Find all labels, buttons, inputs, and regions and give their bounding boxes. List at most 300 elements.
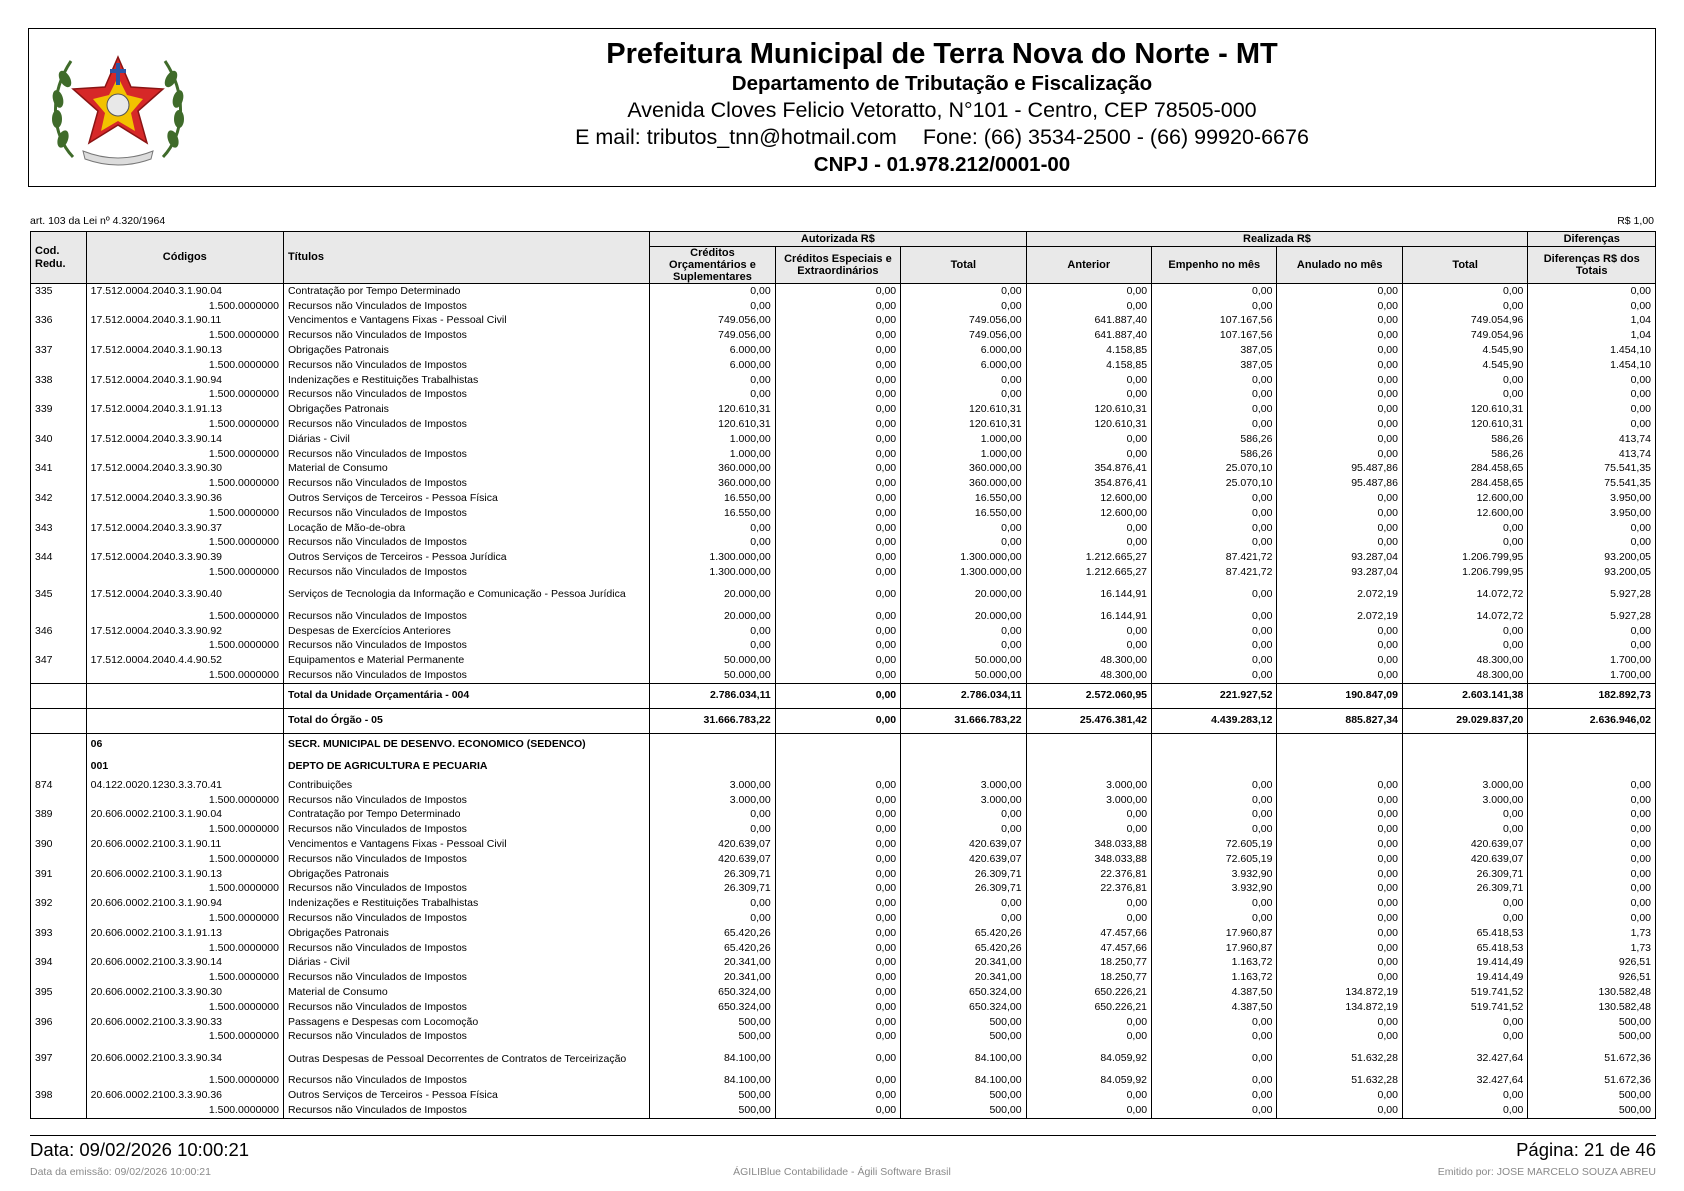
cell-total-aut: 6.000,00 [901, 358, 1026, 373]
cell-diferenca: 0,00 [1528, 373, 1656, 388]
table-row [31, 521, 1656, 536]
cell-anterior: 348.033,88 [1026, 837, 1151, 852]
table-row [31, 343, 1656, 358]
cell-creditos-esp: 0,00 [775, 388, 900, 403]
cell-total-aut: 1.300.000,00 [901, 550, 1026, 565]
cell-cod-redu [31, 1000, 87, 1015]
cell-creditos-esp: 0,00 [775, 955, 900, 970]
cell-total-aut: 50.000,00 [901, 653, 1026, 668]
cell-anulado: 2.072,19 [1277, 580, 1402, 609]
cell-anulado: 0,00 [1277, 402, 1402, 417]
cell-titulo: Total da Unidade Orçamentária - 004 [283, 683, 649, 708]
cell-titulo: SECR. MUNICIPAL DE DESENVO. ECONOMICO (SEDENCO) [283, 733, 649, 756]
table-row [31, 314, 1656, 329]
cell-cod-redu [31, 328, 87, 343]
cell-empenho: 0,00 [1152, 491, 1277, 506]
section-row [31, 756, 1656, 778]
cell-empenho: 25.070,10 [1152, 462, 1277, 477]
cell-cod-redu: 336 [31, 314, 87, 329]
cell-cod-redu [31, 388, 87, 403]
table-row [31, 284, 1656, 299]
resource-row [31, 476, 1656, 491]
cell-anterior: 0,00 [1026, 432, 1151, 447]
page-number: Página: 21 de 46 [1516, 1139, 1656, 1160]
cell-anterior: 0,00 [1026, 911, 1151, 926]
table-row [31, 867, 1656, 882]
cell-total-real: 3.000,00 [1402, 778, 1527, 793]
cell-diferenca: 0,00 [1528, 417, 1656, 432]
cell-empenho: 0,00 [1152, 653, 1277, 668]
cell-cod-redu: 338 [31, 373, 87, 388]
cell-cod-redu: 394 [31, 955, 87, 970]
cell-diferenca: 130.582,48 [1528, 1000, 1656, 1015]
cell-diferenca: 0,00 [1528, 536, 1656, 551]
cell-anulado: 0,00 [1277, 778, 1402, 793]
cell-anterior: 0,00 [1026, 1103, 1151, 1118]
cell-total-aut: 1.000,00 [901, 447, 1026, 462]
cell-anterior: 0,00 [1026, 1015, 1151, 1030]
cell-titulo: Indenizações e Restituições Trabalhistas [283, 373, 649, 388]
cell-total-aut: 84.100,00 [901, 1044, 1026, 1073]
cell-empenho: 0,00 [1152, 521, 1277, 536]
cell-creditos-esp: 0,00 [775, 1015, 900, 1030]
cell-diferenca: 0,00 [1528, 402, 1656, 417]
cell-cod-redu [31, 683, 87, 708]
cell-empenho: 221.927,52 [1152, 683, 1277, 708]
cell-anterior: 354.876,41 [1026, 462, 1151, 477]
cell-anterior: 0,00 [1026, 447, 1151, 462]
cell-anterior: 0,00 [1026, 808, 1151, 823]
cell-creditos-orc: 749.056,00 [650, 314, 775, 329]
cell-creditos-orc: 50.000,00 [650, 653, 775, 668]
cell-anterior: 3.000,00 [1026, 793, 1151, 808]
cell-creditos-esp: 0,00 [775, 447, 900, 462]
cell-cod-redu: 874 [31, 778, 87, 793]
cell-creditos-orc: 650.324,00 [650, 1000, 775, 1015]
cell-creditos-orc: 20.341,00 [650, 970, 775, 985]
table-row [31, 432, 1656, 447]
budget-execution-table [30, 231, 1656, 1119]
table-row [31, 1088, 1656, 1103]
cell-empenho: 0,00 [1152, 778, 1277, 793]
cell-anulado: 2.072,19 [1277, 609, 1402, 624]
cell-anulado: 0,00 [1277, 358, 1402, 373]
cell-anulado: 0,00 [1277, 373, 1402, 388]
resource-row [31, 822, 1656, 837]
cell-diferenca: 2.636.946,02 [1528, 708, 1656, 733]
cell-empenho: 0,00 [1152, 1015, 1277, 1030]
table-row [31, 985, 1656, 1000]
cell-titulo: Recursos não Vinculados de Impostos [283, 882, 649, 897]
cell-creditos-esp: 0,00 [775, 926, 900, 941]
currency-unit: R$ 1,00 [1617, 215, 1654, 227]
cell-titulo: Serviços de Tecnologia da Informação e Comunicação - Pessoa Jurídica [283, 580, 649, 609]
cell-anulado: 0,00 [1277, 911, 1402, 926]
cell-codigo: 17.512.0004.2040.3.1.90.04 [86, 284, 283, 299]
cell-total-aut: 0,00 [901, 911, 1026, 926]
cell-empenho: 0,00 [1152, 506, 1277, 521]
cell-cod-redu: 393 [31, 926, 87, 941]
cell-codigo: 1.500.0000000 [86, 358, 283, 373]
cell-diferenca: 0,00 [1528, 808, 1656, 823]
cell-total-aut: 84.100,00 [901, 1073, 1026, 1088]
cell-titulo: Recursos não Vinculados de Impostos [283, 565, 649, 580]
cell-creditos-orc: 749.056,00 [650, 328, 775, 343]
cell-total-aut: 650.324,00 [901, 985, 1026, 1000]
cell-empenho: 72.605,19 [1152, 837, 1277, 852]
cell-codigo: 20.606.0002.2100.3.1.90.13 [86, 867, 283, 882]
group-autorizada: Autorizada R$ [650, 232, 1026, 247]
cell-titulo: Diárias - Civil [283, 432, 649, 447]
cell-creditos-orc: 0,00 [650, 521, 775, 536]
cell-anulado: 0,00 [1277, 388, 1402, 403]
cell-cod-redu [31, 1103, 87, 1118]
cell-titulo: Obrigações Patronais [283, 343, 649, 358]
cell-titulo: Equipamentos e Material Permanente [283, 653, 649, 668]
cell-cod-redu: 395 [31, 985, 87, 1000]
cell-total-real: 26.309,71 [1402, 867, 1527, 882]
cell-anterior: 0,00 [1026, 822, 1151, 837]
cell-anulado: 0,00 [1277, 639, 1402, 654]
cell-anulado: 0,00 [1277, 432, 1402, 447]
cell-cod-redu: 396 [31, 1015, 87, 1030]
cell-cod-redu [31, 822, 87, 837]
cell-anterior: 120.610,31 [1026, 402, 1151, 417]
cell-cod-redu [31, 609, 87, 624]
cell-total-aut: 0,00 [901, 639, 1026, 654]
table-row [31, 926, 1656, 941]
cell-creditos-esp: 0,00 [775, 1044, 900, 1073]
cell-anterior [1026, 733, 1151, 756]
cell-total-real: 749.054,96 [1402, 328, 1527, 343]
cell-codigo: 17.512.0004.2040.3.3.90.39 [86, 550, 283, 565]
cell-titulo: Despesas de Exercícios Anteriores [283, 624, 649, 639]
resource-row [31, 447, 1656, 462]
cell-anulado: 0,00 [1277, 668, 1402, 683]
cell-anterior: 48.300,00 [1026, 668, 1151, 683]
total-row [31, 683, 1656, 708]
phone-text: Fone: (66) 3534-2500 - (66) 99920-6676 [922, 125, 1309, 149]
cell-diferenca: 75.541,35 [1528, 476, 1656, 491]
cell-creditos-esp: 0,00 [775, 668, 900, 683]
cell-empenho: 87.421,72 [1152, 550, 1277, 565]
cell-empenho: 0,00 [1152, 536, 1277, 551]
cell-diferenca: 0,00 [1528, 299, 1656, 314]
cell-titulo: Material de Consumo [283, 462, 649, 477]
col-anulado: Anulado no mês [1277, 247, 1402, 284]
cell-diferenca: 926,51 [1528, 955, 1656, 970]
cell-creditos-orc: 16.550,00 [650, 506, 775, 521]
cell-creditos-orc [650, 756, 775, 778]
cell-creditos-orc: 6.000,00 [650, 343, 775, 358]
resource-row [31, 1000, 1656, 1015]
cell-codigo: 17.512.0004.2040.3.1.90.13 [86, 343, 283, 358]
cell-total-aut: 20.341,00 [901, 970, 1026, 985]
col-creditos-especiais: Créditos Especiais e Extraordinários [775, 247, 900, 284]
cell-cod-redu: 344 [31, 550, 87, 565]
cell-diferenca: 0,00 [1528, 911, 1656, 926]
cell-empenho [1152, 733, 1277, 756]
cell-empenho: 0,00 [1152, 402, 1277, 417]
cell-creditos-orc: 500,00 [650, 1088, 775, 1103]
cell-total-aut: 749.056,00 [901, 328, 1026, 343]
cell-titulo: Locação de Mão-de-obra [283, 521, 649, 536]
cell-anulado: 0,00 [1277, 447, 1402, 462]
table-row [31, 808, 1656, 823]
cell-titulo: DEPTO DE AGRICULTURA E PECUARIA [283, 756, 649, 778]
col-empenho: Empenho no mês [1152, 247, 1277, 284]
table-row [31, 580, 1656, 609]
cell-total-aut [901, 733, 1026, 756]
cell-codigo: 17.512.0004.2040.3.1.91.13 [86, 402, 283, 417]
cell-creditos-esp: 0,00 [775, 1088, 900, 1103]
cell-creditos-orc: 0,00 [650, 388, 775, 403]
cell-creditos-esp: 0,00 [775, 432, 900, 447]
cell-anulado: 51.632,28 [1277, 1073, 1402, 1088]
cell-creditos-esp: 0,00 [775, 653, 900, 668]
cell-anulado: 0,00 [1277, 852, 1402, 867]
cell-empenho: 1.163,72 [1152, 970, 1277, 985]
cell-empenho: 1.163,72 [1152, 955, 1277, 970]
cell-total-real: 48.300,00 [1402, 653, 1527, 668]
cell-diferenca: 500,00 [1528, 1029, 1656, 1044]
cell-cod-redu [31, 299, 87, 314]
cell-cod-redu: 397 [31, 1044, 87, 1073]
cell-creditos-orc: 50.000,00 [650, 668, 775, 683]
cell-cod-redu [31, 708, 87, 733]
cell-diferenca: 3.950,00 [1528, 506, 1656, 521]
cell-anulado: 0,00 [1277, 970, 1402, 985]
cell-diferenca: 413,74 [1528, 447, 1656, 462]
cell-empenho: 0,00 [1152, 299, 1277, 314]
cell-empenho: 0,00 [1152, 1103, 1277, 1118]
cell-creditos-esp: 0,00 [775, 284, 900, 299]
cell-codigo: 20.606.0002.2100.3.1.90.04 [86, 808, 283, 823]
cell-titulo: Recursos não Vinculados de Impostos [283, 358, 649, 373]
cell-anulado: 0,00 [1277, 822, 1402, 837]
cell-total-aut: 65.420,26 [901, 926, 1026, 941]
cell-total-real: 0,00 [1402, 373, 1527, 388]
cell-anterior: 84.059,92 [1026, 1044, 1151, 1073]
cell-creditos-esp: 0,00 [775, 328, 900, 343]
resource-row [31, 536, 1656, 551]
cell-titulo: Total do Órgão - 05 [283, 708, 649, 733]
cell-empenho: 25.070,10 [1152, 476, 1277, 491]
cell-total-aut: 50.000,00 [901, 668, 1026, 683]
cell-creditos-esp: 0,00 [775, 609, 900, 624]
cell-codigo: 1.500.0000000 [86, 793, 283, 808]
cell-anterior: 1.212.665,27 [1026, 565, 1151, 580]
cell-cod-redu [31, 911, 87, 926]
cell-codigo: 20.606.0002.2100.3.3.90.34 [86, 1044, 283, 1073]
cell-total-real: 0,00 [1402, 624, 1527, 639]
cell-creditos-esp: 0,00 [775, 822, 900, 837]
cell-diferenca: 1,04 [1528, 314, 1656, 329]
cell-total-aut: 360.000,00 [901, 462, 1026, 477]
cell-creditos-esp: 0,00 [775, 941, 900, 956]
cell-anulado [1277, 733, 1402, 756]
cell-anterior: 2.572.060,95 [1026, 683, 1151, 708]
cell-total-aut: 0,00 [901, 536, 1026, 551]
cell-creditos-esp: 0,00 [775, 985, 900, 1000]
cell-cod-redu: 346 [31, 624, 87, 639]
resource-row [31, 565, 1656, 580]
cell-cod-redu: 392 [31, 896, 87, 911]
cell-creditos-esp: 0,00 [775, 506, 900, 521]
cell-diferenca: 0,00 [1528, 778, 1656, 793]
cell-codigo: 1.500.0000000 [86, 388, 283, 403]
resource-row [31, 882, 1656, 897]
resource-row [31, 1029, 1656, 1044]
cell-creditos-esp: 0,00 [775, 580, 900, 609]
cell-creditos-orc [650, 733, 775, 756]
cell-total-aut: 1.000,00 [901, 432, 1026, 447]
cell-empenho: 0,00 [1152, 911, 1277, 926]
cell-empenho: 87.421,72 [1152, 565, 1277, 580]
cell-cod-redu [31, 536, 87, 551]
cell-codigo: 17.512.0004.2040.3.3.90.14 [86, 432, 283, 447]
cell-total-real: 14.072,72 [1402, 580, 1527, 609]
cell-total-aut: 360.000,00 [901, 476, 1026, 491]
cell-total-real: 19.414,49 [1402, 955, 1527, 970]
cell-diferenca: 500,00 [1528, 1015, 1656, 1030]
cell-titulo: Recursos não Vinculados de Impostos [283, 793, 649, 808]
cell-codigo: 20.606.0002.2100.3.3.90.30 [86, 985, 283, 1000]
table-row [31, 1015, 1656, 1030]
cell-codigo: 17.512.0004.2040.3.3.90.37 [86, 521, 283, 536]
cell-cod-redu: 340 [31, 432, 87, 447]
cell-total-real: 3.000,00 [1402, 793, 1527, 808]
cell-total-real [1402, 756, 1527, 778]
cell-total-aut: 0,00 [901, 808, 1026, 823]
cell-total-real: 749.054,96 [1402, 314, 1527, 329]
cell-creditos-esp: 0,00 [775, 402, 900, 417]
cell-creditos-orc: 20.000,00 [650, 580, 775, 609]
issued-by: Emitido por: JOSE MARCELO SOUZA ABREU [1437, 1166, 1656, 1178]
cell-total-real: 32.427,64 [1402, 1044, 1527, 1073]
cell-codigo: 20.606.0002.2100.3.3.90.33 [86, 1015, 283, 1030]
cell-diferenca: 0,00 [1528, 896, 1656, 911]
cell-total-aut: 500,00 [901, 1088, 1026, 1103]
cell-codigo: 04.122.0020.1230.3.3.70.41 [86, 778, 283, 793]
cell-titulo: Recursos não Vinculados de Impostos [283, 299, 649, 314]
col-diferencas-totais: Diferenças R$ dos Totais [1528, 247, 1656, 284]
resource-row [31, 1073, 1656, 1088]
cell-total-aut: 500,00 [901, 1103, 1026, 1118]
cell-codigo: 1.500.0000000 [86, 417, 283, 432]
cell-empenho: 0,00 [1152, 1088, 1277, 1103]
cell-total-real: 0,00 [1402, 639, 1527, 654]
cell-empenho: 0,00 [1152, 639, 1277, 654]
cell-empenho: 387,05 [1152, 358, 1277, 373]
cell-anulado: 0,00 [1277, 506, 1402, 521]
cell-creditos-esp: 0,00 [775, 491, 900, 506]
cell-anulado: 51.632,28 [1277, 1044, 1402, 1073]
cell-cod-redu [31, 565, 87, 580]
law-reference: art. 103 da Lei nº 4.320/1964 [30, 215, 166, 227]
table-row [31, 491, 1656, 506]
cell-cod-redu [31, 506, 87, 521]
cell-cod-redu: 398 [31, 1088, 87, 1103]
cell-diferenca: 0,00 [1528, 624, 1656, 639]
cell-cod-redu: 337 [31, 343, 87, 358]
cell-anulado: 0,00 [1277, 328, 1402, 343]
cell-titulo: Passagens e Despesas com Locomoção [283, 1015, 649, 1030]
cell-total-aut: 0,00 [901, 388, 1026, 403]
table-row [31, 550, 1656, 565]
cell-creditos-esp: 0,00 [775, 882, 900, 897]
cell-empenho: 586,26 [1152, 447, 1277, 462]
cell-codigo: 1.500.0000000 [86, 941, 283, 956]
resource-row [31, 911, 1656, 926]
cell-total-aut: 0,00 [901, 896, 1026, 911]
resource-row [31, 970, 1656, 985]
cell-anulado: 0,00 [1277, 1029, 1402, 1044]
cell-anterior: 0,00 [1026, 373, 1151, 388]
cell-empenho: 0,00 [1152, 793, 1277, 808]
cell-total-real: 586,26 [1402, 447, 1527, 462]
cell-anulado: 0,00 [1277, 417, 1402, 432]
cell-codigo [86, 708, 283, 733]
cell-creditos-orc: 500,00 [650, 1015, 775, 1030]
cell-anterior: 120.610,31 [1026, 417, 1151, 432]
cell-anterior: 0,00 [1026, 536, 1151, 551]
table-row [31, 837, 1656, 852]
cell-anterior: 641.887,40 [1026, 328, 1151, 343]
cell-anterior: 12.600,00 [1026, 491, 1151, 506]
cell-diferenca: 0,00 [1528, 867, 1656, 882]
cell-diferenca: 500,00 [1528, 1103, 1656, 1118]
col-creditos-orcamentarios: Créditos Orçamentários e Suplementares [650, 247, 775, 284]
cell-diferenca: 0,00 [1528, 284, 1656, 299]
municipal-coat-of-arms-icon [43, 39, 193, 177]
cell-total-aut: 0,00 [901, 521, 1026, 536]
cell-total-aut: 3.000,00 [901, 793, 1026, 808]
cell-diferenca: 0,00 [1528, 822, 1656, 837]
resource-row [31, 941, 1656, 956]
cell-titulo: Obrigações Patronais [283, 867, 649, 882]
cell-cod-redu [31, 1073, 87, 1088]
cell-cod-redu: 341 [31, 462, 87, 477]
cell-creditos-orc: 0,00 [650, 896, 775, 911]
cell-creditos-esp: 0,00 [775, 1000, 900, 1015]
cell-anulado: 0,00 [1277, 808, 1402, 823]
cell-codigo: 1.500.0000000 [86, 852, 283, 867]
cell-anulado: 0,00 [1277, 536, 1402, 551]
group-diferencas: Diferenças [1528, 232, 1656, 247]
cell-creditos-orc: 3.000,00 [650, 793, 775, 808]
resource-row [31, 639, 1656, 654]
cell-cod-redu [31, 447, 87, 462]
cell-creditos-esp: 0,00 [775, 683, 900, 708]
cell-empenho: 3.932,90 [1152, 867, 1277, 882]
cell-empenho: 0,00 [1152, 668, 1277, 683]
cell-anterior: 650.226,21 [1026, 1000, 1151, 1015]
cell-empenho: 586,26 [1152, 432, 1277, 447]
cell-total-real [1402, 733, 1527, 756]
cell-creditos-esp: 0,00 [775, 896, 900, 911]
cell-empenho: 17.960,87 [1152, 926, 1277, 941]
cell-creditos-orc: 20.341,00 [650, 955, 775, 970]
cell-anulado: 134.872,19 [1277, 985, 1402, 1000]
cell-creditos-esp: 0,00 [775, 793, 900, 808]
cell-anterior: 12.600,00 [1026, 506, 1151, 521]
cell-anterior: 0,00 [1026, 284, 1151, 299]
cell-total-real: 1.206.799,95 [1402, 550, 1527, 565]
cell-empenho: 3.932,90 [1152, 882, 1277, 897]
cell-codigo: 1.500.0000000 [86, 476, 283, 491]
cell-titulo: Recursos não Vinculados de Impostos [283, 417, 649, 432]
